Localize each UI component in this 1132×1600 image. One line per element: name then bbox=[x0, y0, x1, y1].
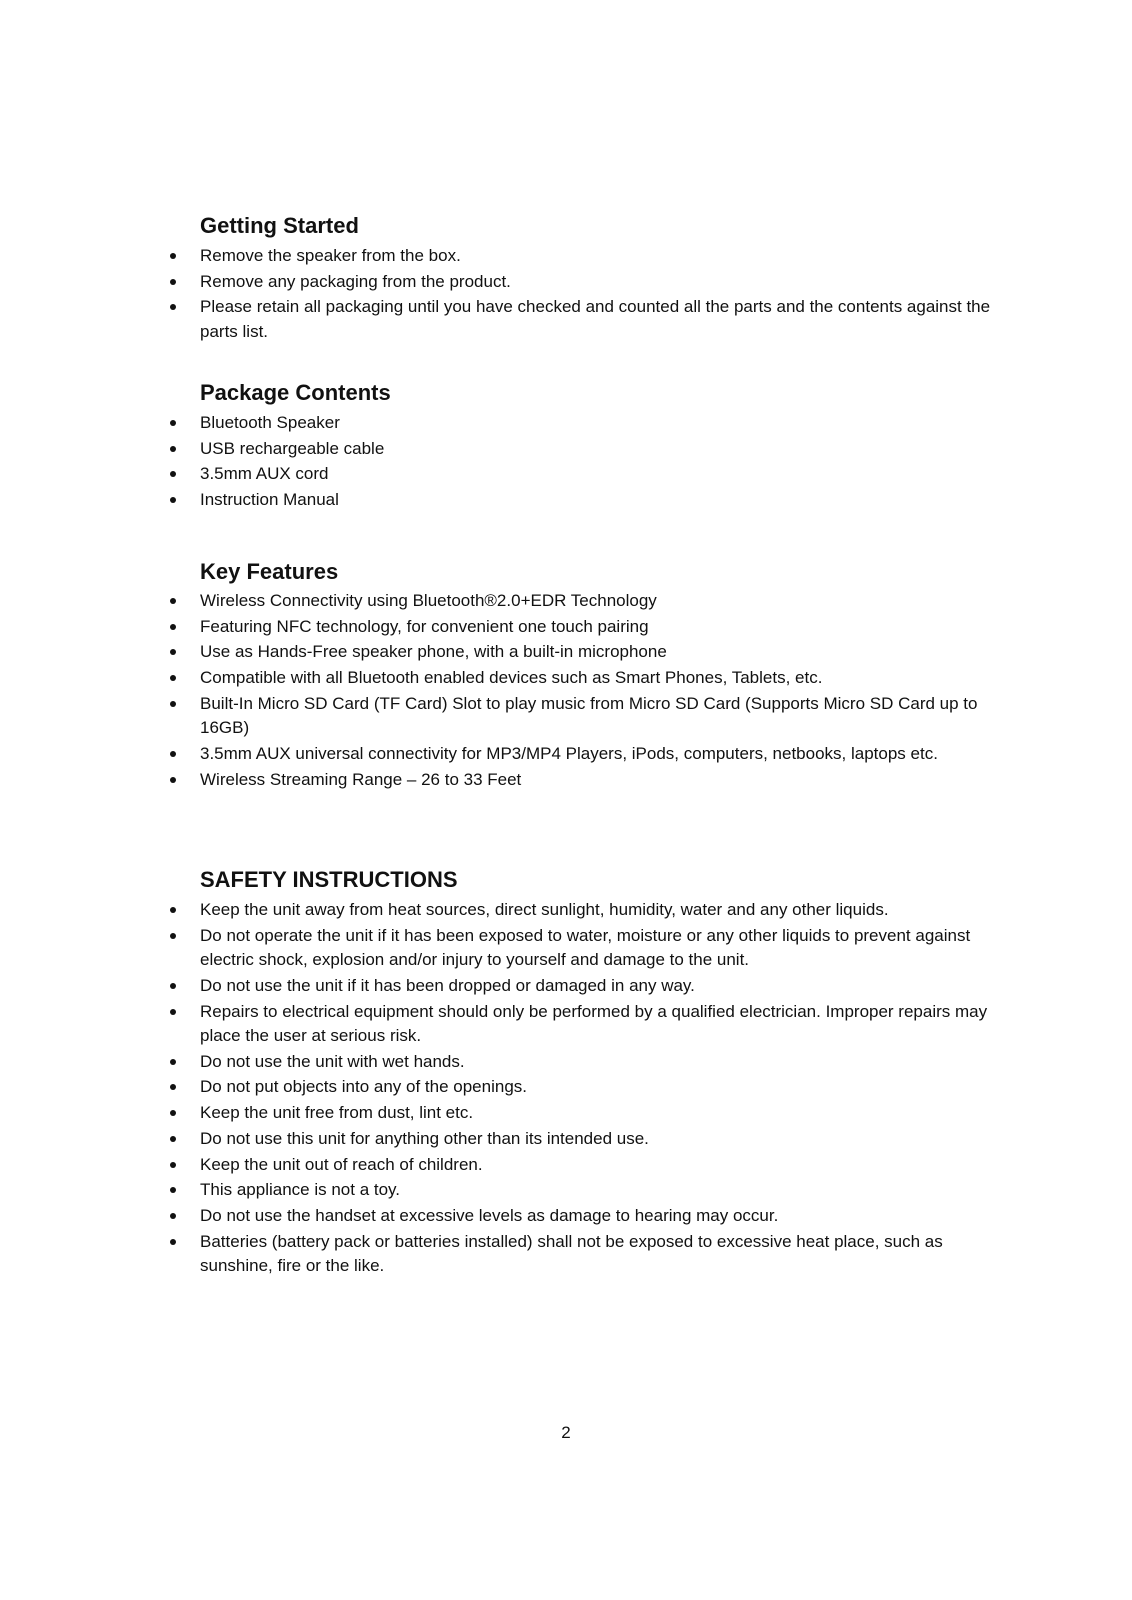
list-item bbox=[0, 1050, 1000, 1075]
list-item-text: Repairs to electrical equipment should only be performed by a qualified electrician. Improper repairs may place the user at serious risk. bbox=[200, 1001, 988, 1046]
list-item-text: Built-In Micro SD Card (TF Card) Slot to play music from Micro SD Card (Supports Micro SD Card up to 16GB) bbox=[200, 693, 978, 738]
list-item bbox=[0, 768, 1000, 793]
list-item bbox=[0, 1101, 1000, 1126]
list-item-text: Keep the unit out of reach of children. bbox=[200, 1154, 483, 1174]
list-item-text: Do not use this unit for anything other than its intended use. bbox=[200, 1128, 649, 1148]
bullet-icon bbox=[170, 598, 176, 604]
list-item-text: Please retain all packaging until you have checked and counted all the parts and the contents against the parts list. bbox=[200, 297, 991, 341]
bullet-icon bbox=[170, 1110, 176, 1116]
bullet-icon bbox=[170, 1162, 176, 1168]
list-item-text: Featuring NFC technology, for convenient one touch pairing bbox=[200, 616, 649, 636]
section-heading: Getting Started bbox=[200, 213, 359, 238]
list-item bbox=[0, 1153, 1000, 1178]
list-item bbox=[0, 244, 1000, 269]
bullet-list bbox=[0, 589, 1132, 793]
list-item bbox=[0, 974, 1000, 999]
list-item bbox=[0, 411, 1000, 436]
bullet-icon bbox=[170, 497, 176, 503]
bullet-icon bbox=[170, 1213, 176, 1219]
list-item-text: Wireless Streaming Range – 26 to 33 Feet bbox=[200, 769, 522, 789]
section-heading: Key Features bbox=[200, 559, 339, 584]
list-item-text: 3.5mm AUX cord bbox=[200, 464, 329, 484]
list-item-text: Do not use the unit if it has been dropped or damaged in any way. bbox=[200, 975, 695, 995]
list-item-text: Use as Hands-Free speaker phone, with a built-in microphone bbox=[200, 642, 667, 662]
list-item-text: This appliance is not a toy. bbox=[200, 1180, 401, 1200]
list-item bbox=[0, 1204, 1000, 1229]
list-item bbox=[0, 462, 1000, 487]
list-item bbox=[0, 1230, 1000, 1279]
list-item bbox=[0, 1075, 1000, 1100]
list-item-text: 3.5mm AUX universal connectivity for MP3/MP4 Players, iPods, computers, netbooks, laptops etc. bbox=[200, 743, 938, 763]
bullet-list bbox=[0, 244, 1132, 346]
page-number: 2 bbox=[561, 1423, 571, 1442]
bullet-icon bbox=[170, 1239, 176, 1245]
list-item-text: Do not operate the unit if it has been exposed to water, moisture or any other liquids to prevent against electric shock, explosion and/or injury to yourself and damage to the unit. bbox=[200, 925, 971, 970]
bullet-icon bbox=[170, 279, 176, 285]
bullet-icon bbox=[170, 253, 176, 259]
list-item bbox=[0, 295, 1000, 344]
list-item-text: USB rechargeable cable bbox=[200, 438, 385, 458]
bullet-icon bbox=[170, 471, 176, 477]
list-item bbox=[0, 270, 1000, 295]
bullet-icon bbox=[170, 1136, 176, 1142]
bullet-icon bbox=[170, 1187, 176, 1193]
bullet-list bbox=[0, 898, 1132, 1280]
bullet-icon bbox=[170, 304, 176, 310]
bullet-icon bbox=[170, 446, 176, 452]
list-item bbox=[0, 1000, 1000, 1049]
bullet-icon bbox=[170, 420, 176, 426]
list-item bbox=[0, 488, 1000, 513]
bullet-icon bbox=[170, 1059, 176, 1065]
list-item-text: Remove any packaging from the product. bbox=[200, 271, 511, 291]
bullet-icon bbox=[170, 751, 176, 757]
list-item-text: Bluetooth Speaker bbox=[200, 413, 340, 432]
list-item bbox=[0, 742, 1000, 767]
list-item bbox=[0, 924, 1000, 973]
list-item bbox=[0, 1178, 1000, 1203]
list-item bbox=[0, 692, 1000, 741]
bullet-icon bbox=[170, 624, 176, 630]
bullet-icon bbox=[170, 1009, 176, 1015]
list-item bbox=[0, 1127, 1000, 1152]
bullet-icon bbox=[170, 933, 176, 939]
bullet-icon bbox=[170, 1084, 176, 1090]
list-item-text: Batteries (battery pack or batteries installed) shall not be exposed to excessive heat place, such as sunshine, fire or the like. bbox=[200, 1231, 943, 1276]
list-item-text: Keep the unit away from heat sources, direct sunlight, humidity, water and any other liquids. bbox=[200, 900, 889, 919]
list-item-text: Remove the speaker from the box. bbox=[200, 246, 461, 265]
list-item-text: Compatible with all Bluetooth enabled devices such as Smart Phones, Tablets, etc. bbox=[200, 668, 823, 688]
list-item bbox=[0, 666, 1000, 691]
list-item-text: Keep the unit free from dust, lint etc. bbox=[200, 1103, 474, 1123]
list-item-text: Do not use the handset at excessive levels as damage to hearing may occur. bbox=[200, 1205, 779, 1225]
bullet-icon bbox=[170, 777, 176, 783]
list-item-text: Do not use the unit with wet hands. bbox=[200, 1051, 465, 1071]
list-item bbox=[0, 640, 1000, 665]
section-heading: Package Contents bbox=[200, 380, 391, 405]
list-item-text: Instruction Manual bbox=[200, 490, 339, 510]
list-item bbox=[0, 437, 1000, 462]
section-heading: SAFETY INSTRUCTIONS bbox=[200, 867, 458, 892]
bullet-icon bbox=[170, 675, 176, 681]
bullet-icon bbox=[170, 983, 176, 989]
bullet-icon bbox=[170, 701, 176, 707]
list-item-text: Wireless Connectivity using Bluetooth®2.0+EDR Technology bbox=[200, 591, 657, 610]
list-item bbox=[0, 589, 1000, 614]
list-item bbox=[0, 615, 1000, 640]
bullet-icon bbox=[170, 907, 176, 913]
list-item bbox=[0, 898, 1000, 923]
bullet-list bbox=[0, 411, 1132, 514]
list-item-text: Do not put objects into any of the openings. bbox=[200, 1077, 528, 1097]
bullet-icon bbox=[170, 649, 176, 655]
